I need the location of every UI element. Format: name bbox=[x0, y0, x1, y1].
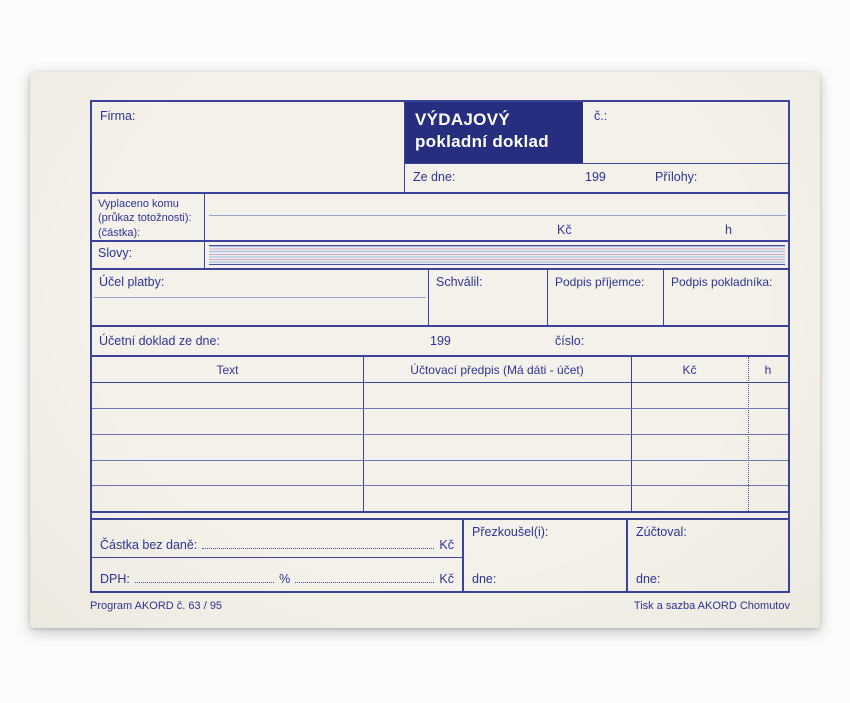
table-row bbox=[92, 486, 788, 511]
firma-cell bbox=[92, 102, 405, 192]
accounting-doc-row bbox=[92, 327, 788, 357]
firma-label: Firma: bbox=[100, 109, 136, 123]
dotted-leader bbox=[295, 582, 434, 583]
purpose-signatures-row bbox=[92, 270, 788, 327]
security-stripe-area bbox=[209, 245, 785, 265]
document-title-line1: VÝDAJOVÝ bbox=[415, 110, 510, 129]
checked-by-label: Přezkoušel(i): bbox=[472, 525, 549, 539]
payment-purpose-cell bbox=[92, 270, 429, 325]
accounting-doc-year: 199 bbox=[430, 334, 451, 348]
purpose-rule-line bbox=[94, 297, 426, 298]
slovy-label: Slovy: bbox=[98, 246, 133, 260]
receipt-paper bbox=[30, 72, 820, 628]
totals-section bbox=[92, 518, 788, 591]
col-header-predpis: Účtovací předpis (Má dáti - účet) bbox=[410, 362, 584, 377]
paid-to-entry-zone bbox=[207, 194, 788, 240]
recipient-signature-cell bbox=[548, 270, 664, 325]
footer-printer-label: Tisk a sazba AKORD Chomutov bbox=[633, 600, 790, 612]
payment-purpose-label: Účel platby: bbox=[99, 275, 165, 289]
amount-in-words-row bbox=[92, 242, 788, 270]
col-header-text: Text bbox=[216, 362, 239, 377]
document-title-box bbox=[405, 102, 583, 163]
paid-to-row bbox=[92, 194, 788, 242]
table-body bbox=[92, 384, 788, 512]
checked-by-box bbox=[464, 520, 628, 591]
document-number-cell bbox=[583, 102, 788, 163]
table-header-row bbox=[92, 357, 788, 383]
vat-row bbox=[92, 558, 462, 591]
cashier-signature-label: Podpis pokladníka: bbox=[671, 275, 773, 289]
entries-table bbox=[92, 357, 788, 513]
ze-dne-year: 199 bbox=[585, 170, 606, 184]
settled-by-label: Zúčtoval: bbox=[636, 525, 687, 539]
ze-dne-label: Ze dne: bbox=[413, 170, 456, 184]
accounting-doc-label: Účetní doklad ze dne: bbox=[99, 334, 220, 348]
paid-to-label-cell bbox=[92, 194, 205, 240]
prilohy-label: Přílohy: bbox=[655, 170, 698, 184]
paid-to-label-line1: Vyplaceno komu bbox=[98, 198, 179, 210]
document-number-label: č.: bbox=[594, 109, 608, 123]
table-row bbox=[92, 409, 788, 435]
document-title-line2: pokladní doklad bbox=[415, 132, 549, 152]
approved-by-cell bbox=[429, 270, 548, 325]
amount-without-tax-label: Částka bez daně: bbox=[100, 538, 198, 553]
dotted-leader bbox=[135, 582, 274, 583]
header-row bbox=[92, 102, 788, 194]
paid-to-label-line2: (průkaz totožnosti): bbox=[98, 212, 192, 225]
dotted-leader bbox=[202, 548, 434, 549]
settled-by-box bbox=[628, 520, 788, 591]
h-column-label: h bbox=[725, 223, 732, 237]
approved-by-label: Schválil: bbox=[436, 275, 483, 289]
checked-by-date-label: dne: bbox=[472, 572, 497, 586]
print-footer bbox=[90, 600, 790, 612]
footer-program-label: Program AKORD č. 63 / 95 bbox=[90, 600, 223, 612]
recipient-signature-label: Podpis příjemce: bbox=[555, 275, 645, 289]
amount-without-tax-unit: Kč bbox=[439, 538, 454, 553]
paid-to-label-line3: (částka): bbox=[98, 226, 141, 239]
cashier-signature-cell bbox=[664, 270, 788, 325]
slovy-label-cell bbox=[92, 242, 205, 268]
settled-by-date-label: dne: bbox=[636, 572, 661, 586]
vat-label: DPH: bbox=[100, 572, 130, 586]
table-row bbox=[92, 435, 788, 461]
col-header-h: h bbox=[764, 362, 772, 377]
accounting-doc-number-label: číslo: bbox=[555, 334, 585, 348]
entry-rule-line bbox=[209, 215, 786, 216]
table-row bbox=[92, 461, 788, 487]
vat-unit: Kč bbox=[439, 572, 454, 586]
amount-without-tax-row bbox=[92, 520, 462, 558]
table-row bbox=[92, 384, 788, 410]
col-header-kc: Kč bbox=[682, 362, 697, 377]
kc-column-label: Kč bbox=[557, 223, 572, 237]
vydajovy-doklad-form bbox=[90, 100, 790, 593]
vat-percent-label: % bbox=[279, 572, 291, 586]
amounts-box bbox=[92, 520, 464, 591]
date-row bbox=[405, 163, 788, 192]
